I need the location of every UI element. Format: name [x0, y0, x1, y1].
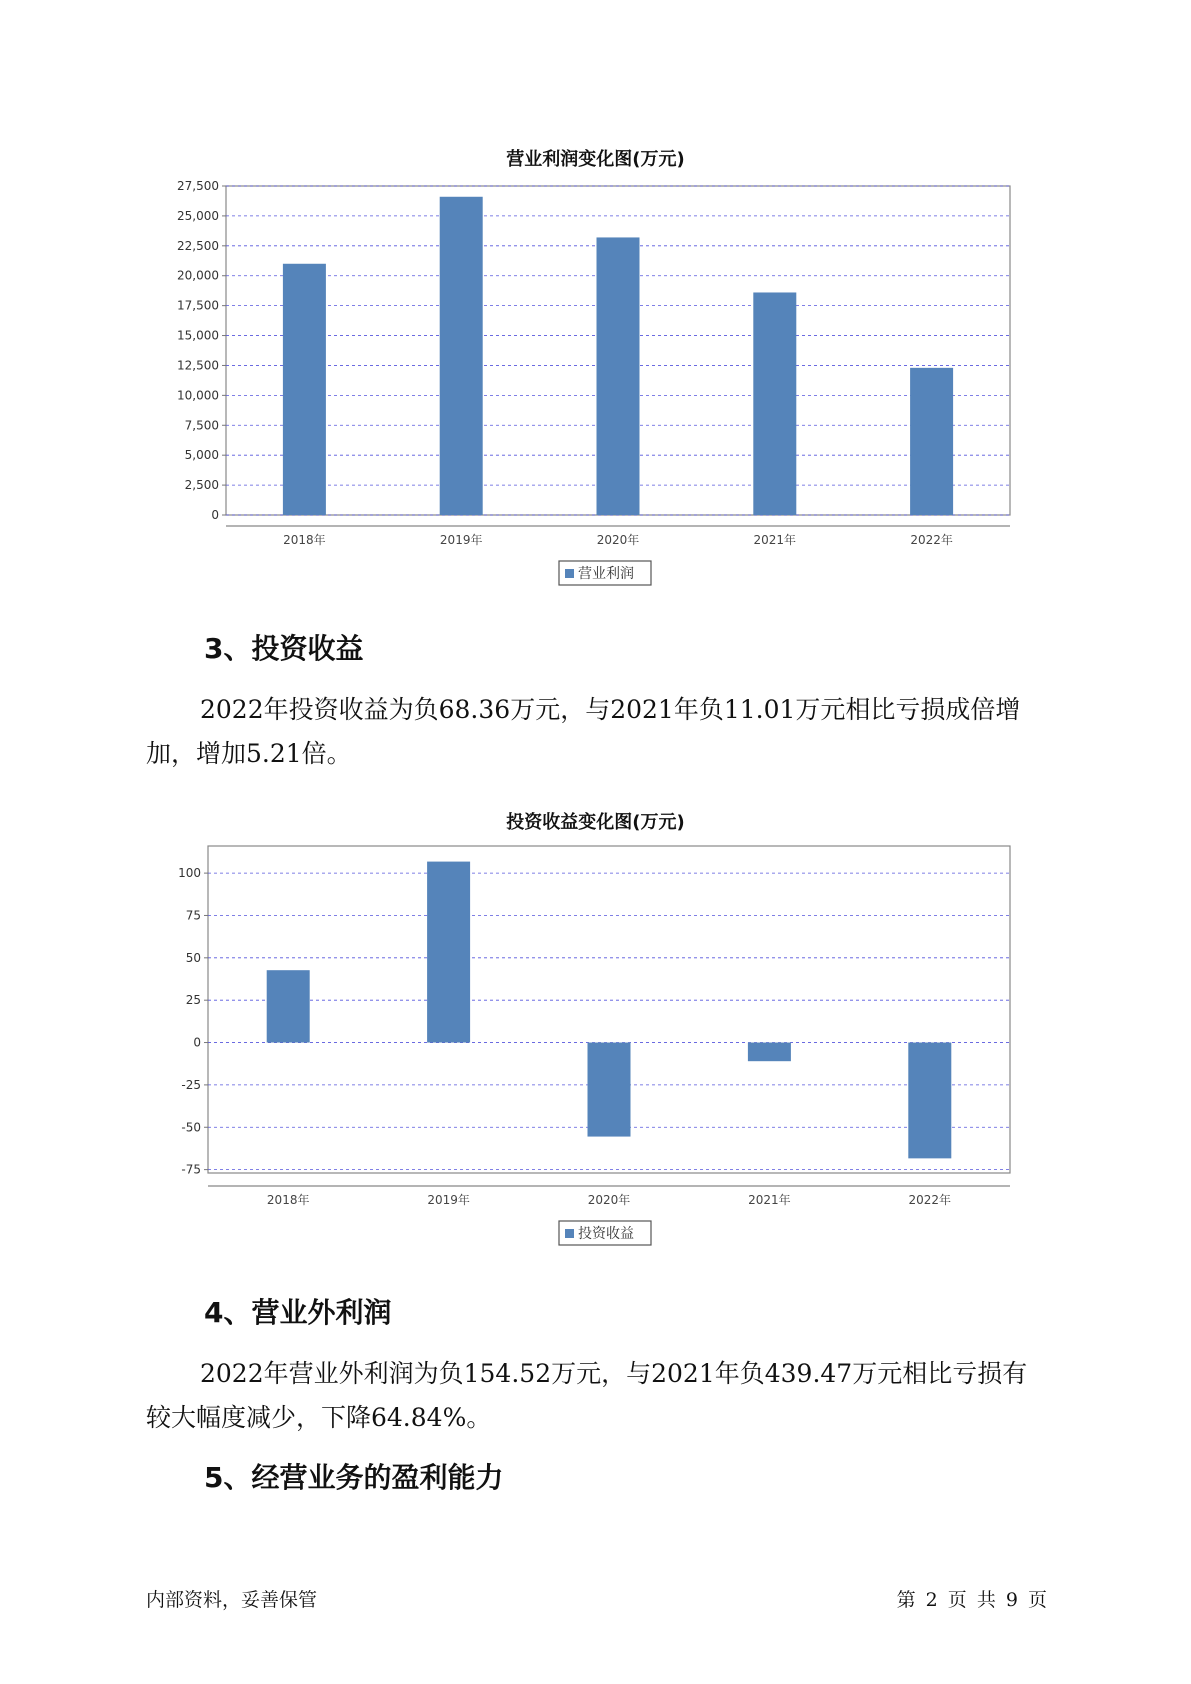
x-tick-label: 2022年 — [908, 1193, 952, 1207]
bar-2018年 — [283, 264, 326, 515]
section-paragraph-non-operating-profit — [146, 1352, 1046, 1440]
bar-2019年 — [440, 197, 483, 515]
bar-2020年 — [588, 1043, 631, 1137]
chart2-title: 投资收益变化图(万元) — [506, 812, 685, 833]
x-tick-label: 2019年 — [427, 1193, 470, 1207]
y-tick-label: -75 — [181, 1162, 201, 1177]
y-tick-label: 17,500 — [177, 298, 219, 313]
y-tick-label: 25,000 — [177, 208, 219, 223]
bar-2019年 — [427, 862, 470, 1043]
y-tick-label: 20,000 — [177, 268, 219, 283]
x-tick-label: 2021年 — [748, 1193, 791, 1207]
bar-2020年 — [597, 237, 640, 515]
y-tick-label: 10,000 — [177, 388, 219, 403]
footer-confidential: 内部资料，妥善保管 — [146, 1589, 318, 1611]
y-tick-label: 5,000 — [184, 448, 219, 463]
paragraph-text: 2022年营业外利润为负154.52万元，与2021年负439.47万元相比亏损有较大幅度减少，下降64.84%。 — [146, 1359, 1028, 1432]
section-heading-non-operating-profit: 4、营业外利润 — [204, 1296, 392, 1329]
y-tick-label: 15,000 — [177, 328, 219, 343]
y-tick-label: 50 — [185, 950, 201, 965]
y-tick-label: 0 — [211, 508, 219, 522]
bar-2021年 — [753, 292, 796, 515]
y-tick-label: 27,500 — [177, 179, 219, 193]
y-tick-label: 0 — [193, 1035, 201, 1050]
y-tick-label: -50 — [181, 1120, 201, 1135]
y-tick-label: 22,500 — [177, 238, 219, 253]
bar-2022年 — [908, 1043, 951, 1159]
paragraph-text: 2022年投资收益为负68.36万元，与2021年负11.01万元相比亏损成倍增加，增加5.21倍。 — [146, 695, 1021, 768]
x-tick-label: 2018年 — [283, 533, 326, 547]
legend-label: 营业利润 — [578, 566, 634, 582]
legend-swatch — [565, 569, 574, 578]
bar-2022年 — [910, 368, 953, 515]
section-paragraph-investment-income — [146, 688, 1046, 776]
bar-2021年 — [748, 1043, 791, 1062]
x-tick-label: 2020年 — [596, 533, 640, 547]
legend-swatch — [565, 1229, 574, 1238]
legend-label: 投资收益 — [578, 1226, 634, 1242]
section-heading-investment-income: 3、投资收益 — [204, 632, 364, 665]
y-tick-label: 2,500 — [184, 478, 219, 493]
y-tick-label: 75 — [185, 908, 201, 923]
x-tick-label: 2020年 — [587, 1193, 631, 1207]
x-tick-label: 2019年 — [439, 533, 483, 547]
y-tick-label: 12,500 — [177, 358, 219, 373]
y-tick-label: 100 — [178, 866, 201, 881]
y-tick-label: 25 — [185, 993, 201, 1008]
y-tick-label: -25 — [181, 1077, 201, 1092]
investment-income-chart — [0, 830, 1191, 1250]
x-tick-label: 2022年 — [910, 533, 953, 547]
x-tick-label: 2021年 — [753, 533, 797, 547]
footer-page-number: 第 2 页 共 9 页 — [896, 1589, 1047, 1611]
section-heading-profitability: 5、经营业务的盈利能力 — [204, 1461, 504, 1494]
bar-2018年 — [267, 970, 310, 1042]
chart1-title: 营业利润变化图(万元) — [506, 149, 685, 170]
x-tick-label: 2018年 — [266, 1193, 310, 1207]
y-tick-label: 7,500 — [184, 418, 219, 433]
operating-profit-chart — [0, 170, 1191, 770]
